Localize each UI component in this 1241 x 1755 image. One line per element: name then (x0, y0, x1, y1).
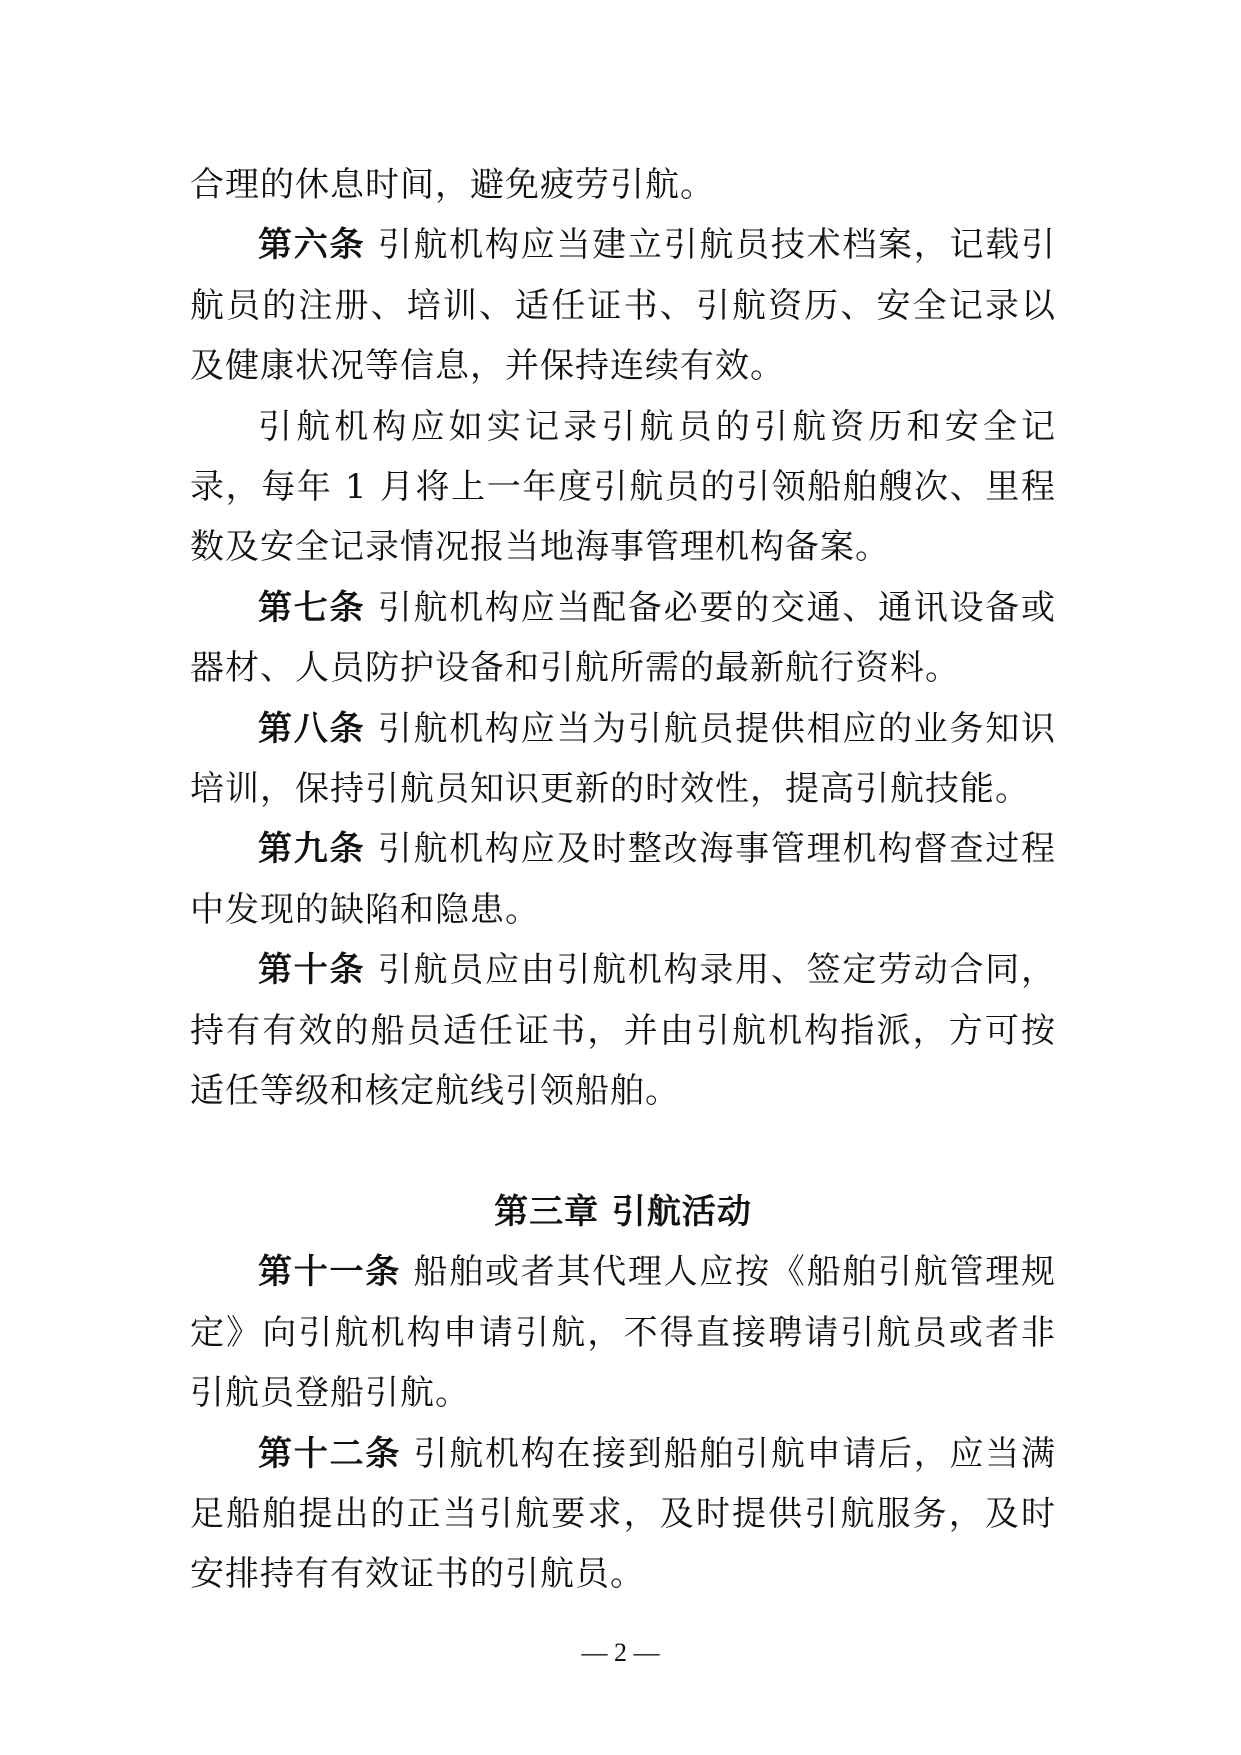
article-label: 第七条 (258, 587, 366, 628)
chapter-heading: 第三章 引航活动 (494, 1191, 752, 1232)
paragraph-continuation (190, 155, 1056, 215)
paragraph-text: 引航机构应当配备必要的交通、通讯设备或器材、人员防护设备和引航所需的最新航行资料。 (190, 587, 1057, 689)
document-body (190, 155, 1056, 1605)
paragraph-text: 引航机构应如实记录引航员的引航资历和安全记录，每年 1 月将上一年度引航员的引领船舶艘次、里程数及安全记录情况报当地海事管理机构备案。 (190, 406, 1056, 568)
article-6-paragraph-2 (190, 397, 1056, 578)
article-7 (190, 578, 1056, 699)
article-12 (190, 1424, 1056, 1605)
article-label: 第十二条 (258, 1433, 401, 1474)
article-label: 第八条 (258, 708, 366, 749)
paragraph-text: 引航机构应当建立引航员技术档案，记载引航员的注册、培训、适任证书、引航资历、安全记录以及健康状况等信息，并保持连续有效。 (190, 225, 1057, 387)
article-9 (190, 819, 1056, 940)
article-8 (190, 699, 1056, 820)
paragraph-text: 引航机构应当为引航员提供相应的业务知识培训，保持引航员知识更新的时效性，提高引航技能。 (190, 708, 1057, 810)
article-label: 第六条 (258, 225, 366, 266)
paragraph-text: 引航员应由引航机构录用、签定劳动合同，持有有效的船员适任证书，并由引航机构指派，方可按适任等级和核定航线引领船舶。 (190, 950, 1057, 1112)
article-6 (190, 215, 1056, 396)
paragraph-text: 引航机构应及时整改海事管理机构督查过程中发现的缺陷和隐患。 (190, 829, 1057, 930)
article-label: 第十一条 (258, 1252, 401, 1293)
page-number: — 2 — (581, 1638, 660, 1667)
paragraph-text: 船舶或者其代理人应按《船舶引航管理规定》向引航机构申请引航，不得直接聘请引航员或者非引航员登船引航。 (190, 1252, 1057, 1414)
article-10 (190, 940, 1056, 1121)
article-label: 第九条 (258, 829, 366, 870)
article-label: 第十条 (258, 950, 366, 991)
paragraph-text: 合理的休息时间，避免疲劳引航。 (190, 165, 715, 205)
paragraph-text: 引航机构在接到船舶引航申请后，应当满足船舶提出的正当引航要求，及时提供引航服务，及时安排持有有效证书的引航员。 (190, 1433, 1057, 1595)
article-11 (190, 1242, 1056, 1423)
